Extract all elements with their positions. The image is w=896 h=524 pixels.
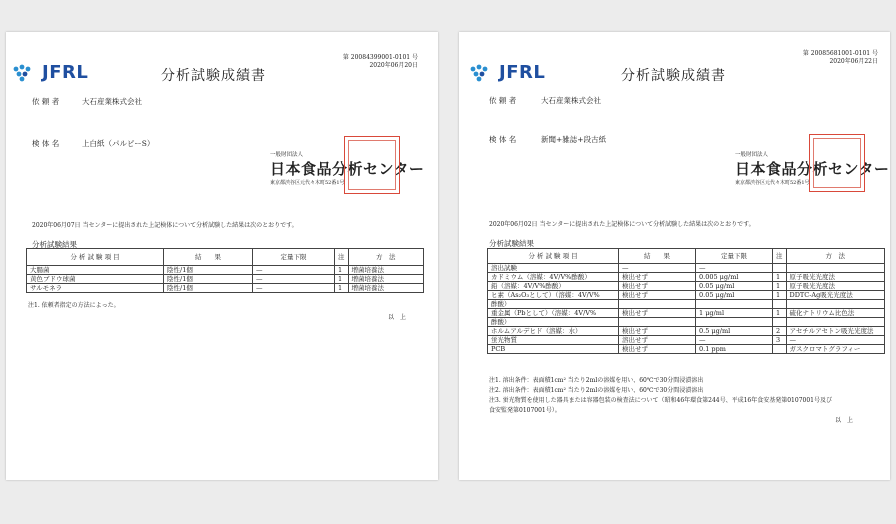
client-name: 大石産業株式会社 bbox=[541, 96, 601, 105]
col-header: 注 bbox=[335, 249, 349, 266]
col-header: 注 bbox=[773, 249, 787, 264]
table-row: 重金属（Pbとして）（溶媒：4V/V% 検出せず 1 μg/ml 1 硫化ナトリウム比色法 bbox=[488, 309, 885, 318]
footnote: 食安監発第0107001号）。 bbox=[489, 407, 561, 414]
document-title: 分析試験成績書 bbox=[621, 68, 726, 84]
table-row: 蛍光物質 溶出せず — 3 — bbox=[488, 336, 885, 345]
results-table bbox=[26, 248, 424, 293]
end-mark: 以 上 bbox=[835, 417, 854, 424]
table-row: 酢酸） bbox=[488, 318, 885, 327]
org-address: 東京都渋谷区元代々木町52番1号 bbox=[270, 180, 345, 186]
logo-text: JFRL bbox=[499, 62, 546, 83]
col-header: 結 果 bbox=[164, 249, 253, 266]
report-date: 2020年06月22日 bbox=[829, 58, 878, 65]
document-title: 分析試験成績書 bbox=[161, 68, 266, 84]
table-row: 黄色ブドウ球菌 陰性/1個 — 1 増菌培養法 bbox=[27, 275, 424, 284]
jfrl-logo bbox=[469, 62, 545, 83]
results-table bbox=[487, 248, 885, 354]
report-right bbox=[459, 32, 890, 480]
jfrl-logo-icon bbox=[12, 64, 38, 82]
org-address: 東京都渋谷区元代々木町52番1号 bbox=[735, 180, 810, 186]
report-date: 2020年06月20日 bbox=[369, 62, 418, 69]
table-header-row bbox=[488, 249, 885, 264]
table-row: カドミウム（溶媒：4V/V%酢酸） 検出せず 0.005 μg/ml 1 原子吸光光度法 bbox=[488, 273, 885, 282]
footnote: 注1. 溶出条件：表面積1cm² 当たり2mlの溶媒を用い、60℃で30分間浸漬溶出 bbox=[489, 377, 704, 384]
red-seal-stamp bbox=[344, 136, 400, 194]
table-row: ホルムアルデヒド（溶媒：水） 検出せず 0.5 μg/ml 2 アセチルアセトン吸光光度法 bbox=[488, 327, 885, 336]
sample-label: 検 体 名 bbox=[32, 139, 60, 148]
col-header: 方 法 bbox=[348, 249, 424, 266]
jfrl-logo-icon bbox=[469, 64, 495, 82]
table-row: 鉛（溶媒：4V/V%酢酸） 検出せず 0.05 μg/ml 1 原子吸光光度法 bbox=[488, 282, 885, 291]
col-header: 定量下限 bbox=[253, 249, 335, 266]
table-row: ヒ素（As₂O₃として）（溶媒：4V/V% 検出せず 0.05 μg/ml 1 DDTC-Ag吸光光度法 bbox=[488, 291, 885, 300]
col-header: 定量下限 bbox=[696, 249, 773, 264]
report-number: 第 20085681001-0101 号 bbox=[802, 50, 878, 57]
table-row: サルモネラ 陰性/1個 — 1 増菌培養法 bbox=[27, 284, 424, 293]
col-header: 結 果 bbox=[619, 249, 696, 264]
report-number: 第 20084399001-0101 号 bbox=[342, 54, 418, 61]
col-header: 分 析 試 験 項 目 bbox=[488, 249, 619, 264]
table-row: 大腸菌 陰性/1個 — 1 増菌培養法 bbox=[27, 266, 424, 275]
client-name: 大石産業株式会社 bbox=[82, 97, 142, 106]
org-name: 日本食品分析センター bbox=[270, 160, 425, 178]
report-left bbox=[6, 32, 438, 480]
intro-text: 2020年06月02日 当センターに提出された上記検体について分析試験した結果は次のとおりです。 bbox=[489, 221, 755, 228]
section-title: 分析試験結果 bbox=[489, 239, 534, 248]
end-mark: 以 上 bbox=[388, 314, 407, 321]
red-seal-stamp bbox=[809, 134, 865, 192]
footnote: 注3. 蛍光物質を使用した器具または容器包装の検査法について（昭和46年環食第244号、平成16年食安基発第0107001号及び bbox=[489, 397, 832, 404]
table-row: 溶出試験 — — bbox=[488, 264, 885, 273]
client-label: 依 頼 者 bbox=[32, 97, 60, 106]
table-row: 酢酸） bbox=[488, 300, 885, 309]
table-row: PCB 検出せず 0.1 ppm ガスクロマトグラフィー bbox=[488, 345, 885, 354]
client-label: 依 頼 者 bbox=[489, 96, 517, 105]
footnote: 注1. 依頼者指定の方法によった。 bbox=[28, 302, 120, 309]
col-header: 方 法 bbox=[786, 249, 885, 264]
table-header-row bbox=[27, 249, 424, 266]
logo-text: JFRL bbox=[42, 62, 89, 83]
sample-name: 上白紙（パルピーS） bbox=[82, 139, 155, 148]
section-title: 分析試験結果 bbox=[32, 240, 77, 249]
jfrl-logo bbox=[12, 62, 88, 83]
intro-text: 2020年06月07日 当センターに提出された上記検体について分析試験した結果は次のとおりです。 bbox=[32, 222, 298, 229]
col-header: 分 析 試 験 項 目 bbox=[27, 249, 164, 266]
sample-label: 検 体 名 bbox=[489, 135, 517, 144]
sample-name: 新聞+雑誌+段古紙 bbox=[541, 135, 607, 144]
footnote: 注2. 溶出条件：表面積1cm² 当たり2mlの溶媒を用い、60℃で30分間浸漬溶出 bbox=[489, 387, 704, 394]
org-type: 一般財団法人 bbox=[270, 152, 304, 158]
org-name: 日本食品分析センター bbox=[735, 160, 890, 178]
org-type: 一般財団法人 bbox=[735, 152, 769, 158]
